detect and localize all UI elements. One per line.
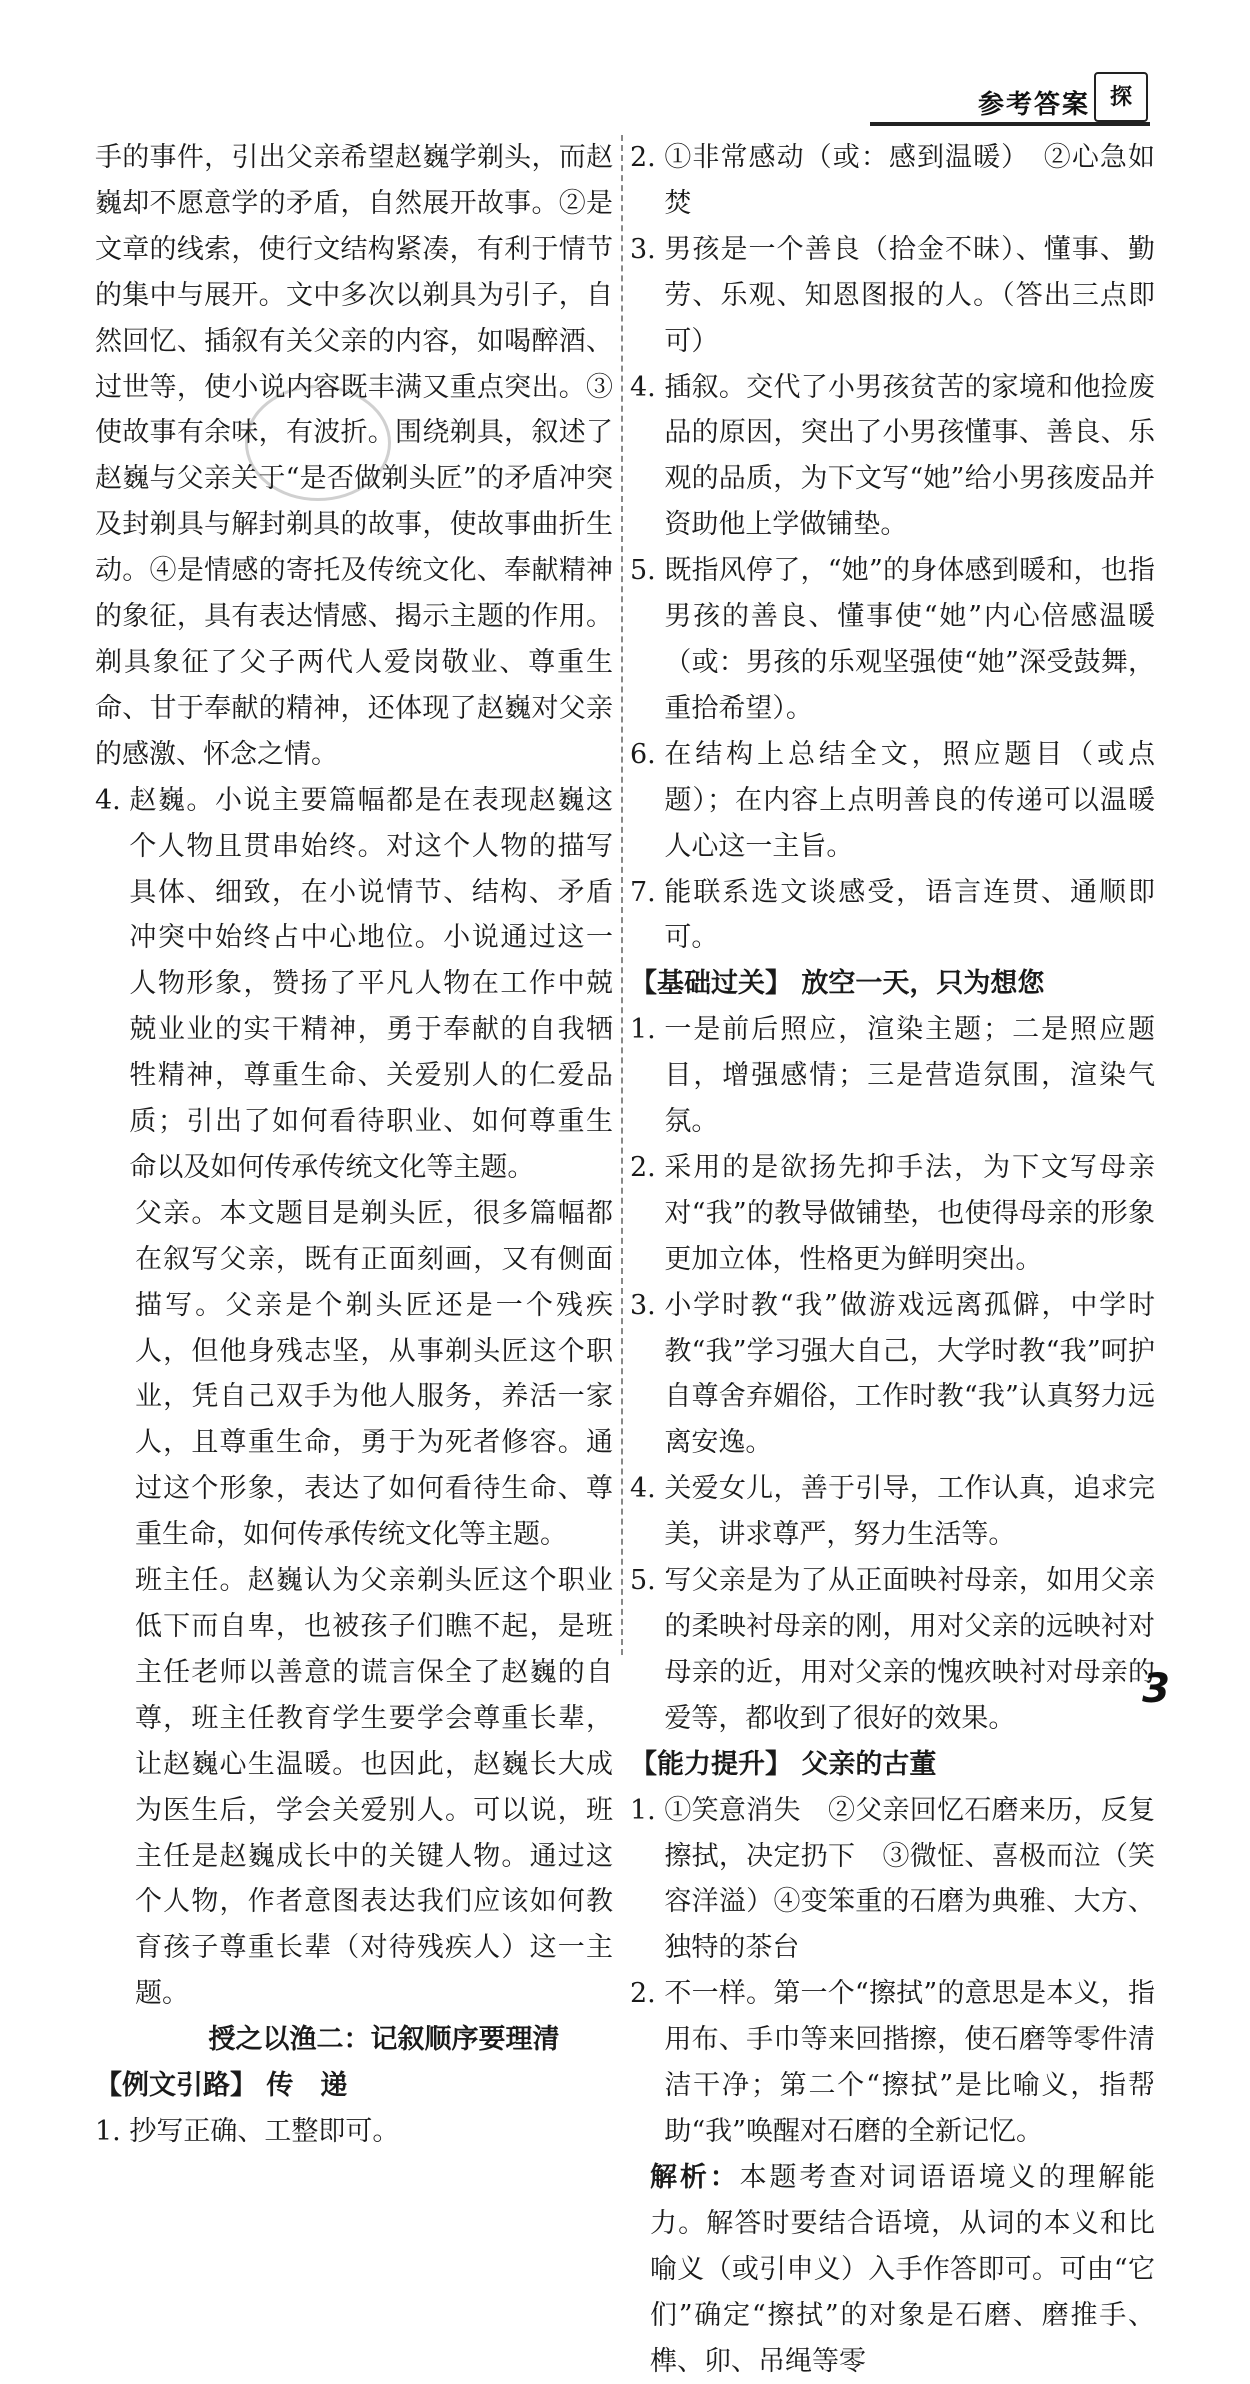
analysis-text: 本题考查对词语语境义的理解能力。解答时要结合语境，从词的本义和比喻义（或引申义）入手作答即可。可由“它们”确定“擦拭”的对象是石磨、磨推手、榫、卯、吊绳等零 xyxy=(650,2161,1155,2377)
right-column xyxy=(630,135,1155,2384)
item-text: ①笑意消失 ②父亲回忆石磨来历，反复擦拭，决定扔下 ③微怔、喜极而泣（笑容洋溢）④变笨重的石磨为典雅、大方、独特的茶台 xyxy=(664,1794,1155,1964)
item-text: 不一样。第一个“擦拭”的意思是本义，指用布、手巾等来回揩擦，使石磨等零件清洁干净；第二个“擦拭”是比喻义，指帮助“我”唤醒对石磨的全新记忆。 xyxy=(664,1978,1155,2147)
item-number: 7. xyxy=(630,876,665,908)
answer-item xyxy=(630,548,1155,732)
analysis-paragraph xyxy=(630,2155,1155,2384)
section-example-heading: 【例文引路】 传 递 xyxy=(95,2070,348,2102)
item-number: 4. xyxy=(630,371,665,403)
answer-item xyxy=(630,870,1155,962)
item-number: 3. xyxy=(630,1289,665,1321)
answer-item xyxy=(630,1466,1155,1558)
item-number: 1. xyxy=(630,1794,665,1826)
item-number: 1. xyxy=(630,1014,665,1046)
section-ability-heading: 【能力提升】 父亲的古董 xyxy=(630,1748,937,1780)
header-title: 参考答案 xyxy=(977,90,1090,120)
answer-item xyxy=(630,1558,1155,1742)
answer-item xyxy=(630,1145,1155,1283)
item-text: 男孩是一个善良（拾金不昧）、懂事、勤劳、乐观、知恩图报的人。（答出三点即可） xyxy=(664,233,1155,357)
item-text: 既指风停了，“她”的身体感到暖和，也指男孩的善良、懂事使“她”内心倍感温暖（或：男孩的乐观坚强使“她”深受鼓舞，重拾希望）。 xyxy=(664,555,1155,724)
item-text: ①非常感动（或：感到温暖） ②心急如焚 xyxy=(664,142,1155,219)
item-text: 写父亲是为了从正面映衬母亲，如用父亲的柔映衬母亲的刚，用对父亲的远映衬对母亲的近，用对父亲的愧疚映衬对母亲的爱等，都收到了很好的效果。 xyxy=(664,1565,1155,1734)
answer-item xyxy=(630,1971,1155,2155)
answer-item xyxy=(630,1007,1155,1145)
item-text: 插叙。交代了小男孩贫苦的家境和他捡废品的原因，突出了小男孩懂事、善良、乐观的品质，为下文写“她”给小男孩废品并资助他上学做铺垫。 xyxy=(664,371,1155,541)
item-number: 2. xyxy=(630,1978,665,2010)
father-paragraph: 父亲。本文题目是剃头匠，很多篇幅都在叙写父亲，既有正面刻画，又有侧面描写。父亲是个剃头匠还是一个残疾人，但他身残志坚，从事剃头匠这个职业，凭自己双手为他人服务，养活一家人，且尊重生命，勇于为死者修容。通过这个形象，表达了如何看待生命、尊重生命，如何传承传统文化等主题。 xyxy=(135,1197,613,1551)
analysis-label: 解析： xyxy=(650,2161,740,2193)
item-text: 抄写正确、工整即可。 xyxy=(129,2115,400,2147)
item-number: 5. xyxy=(630,555,665,587)
answer-item xyxy=(630,135,1155,227)
answer-list-b xyxy=(630,1007,1155,1742)
item-number: 4. xyxy=(630,1473,665,1505)
left-intro-paragraph: 手的事件，引出父亲希望赵巍学剃头，而赵巍却不愿意学的矛盾，自然展开故事。②是文章的线索，使行文结构紧凑，有利于情节的集中与展开。文中多次以剃具为引子，自然回忆、插叙有关父亲的内容，如喝醉酒、过世等，使小说内容既丰满又重点突出。③使故事有余味，有波折。围绕剃具，叙述了赵巍与父亲关于“是否做剃头匠”的矛盾冲突及封剃具与解封剃具的故事，使故事曲折生动。④是情感的寄托及传统文化、奉献精神的象征，具有表达情感、揭示主题的作用。剃具象征了父子两代人爱岗敬业、尊重生命、甘于奉献的精神，还体现了赵巍对父亲的感激、怀念之情。 xyxy=(95,142,613,770)
item-text: 赵巍。小说主要篇幅都是在表现赵巍这个人物且贯串始终。对这个人物的描写具体、细致，在小说情节、结构、矛盾冲突中始终占中心地位。小说通过这一人物形象，赞扬了平凡人物在工作中兢兢业业的实干精神，勇于奉献的自我牺牲精神，尊重生命、关爱别人的仁爱品质；引出了如何看待职业、如何尊重生命以及如何传承传统文化等主题。 xyxy=(129,784,613,1183)
example-item-1 xyxy=(95,2109,613,2155)
left-item-4 xyxy=(95,778,613,1191)
column-divider xyxy=(621,135,623,1655)
page-header xyxy=(870,72,1150,126)
item-text: 小学时教“我”做游戏远离孤僻，中学时教“我”学习强大自己，大学时教“我”呵护自尊舍弃媚俗，工作时教“我”认真努力远离安逸。 xyxy=(664,1289,1155,1459)
section-basic-heading: 【基础过关】 放空一天，只为想您 xyxy=(630,968,1045,1000)
answer-item xyxy=(630,1283,1155,1467)
answer-item xyxy=(630,732,1155,870)
item-number: 5. xyxy=(630,1565,665,1597)
item-text: 在结构上总结全文，照应题目（或点题）；在内容上点明善良的传递可以温暖人心这一主旨。 xyxy=(664,738,1155,862)
answer-item xyxy=(630,1788,1155,1972)
item-text: 一是前后照应，渲染主题；二是照应题目，增强感情；三是营造氛围，渲染气氛。 xyxy=(664,1014,1155,1138)
answer-item xyxy=(630,227,1155,365)
item-number: 6. xyxy=(630,738,665,770)
item-number: 3. xyxy=(630,233,665,265)
answer-item xyxy=(630,365,1155,549)
brand-logo-icon: 探 xyxy=(1094,72,1148,122)
item-text: 采用的是欲扬先抑手法，为下文写母亲对“我”的教导做铺垫，也使得母亲的形象更加立体，性格更为鲜明突出。 xyxy=(664,1151,1155,1275)
answer-list-c xyxy=(630,1788,1155,2155)
item-number: 2. xyxy=(630,142,665,173)
item-text: 能联系选文谈感受，语言连贯、通顺即可。 xyxy=(664,876,1155,954)
item-number: 2. xyxy=(630,1151,665,1183)
answer-list-a xyxy=(630,135,1155,961)
subsection-title: 授之以渔二：记叙顺序要理清 xyxy=(208,2024,560,2056)
teacher-paragraph: 班主任。赵巍认为父亲剃头匠这个职业低下而自卑，也被孩子们瞧不起，是班主任老师以善意的谎言保全了赵巍的自尊，班主任教育学生要学会尊重长辈，让赵巍心生温暖。也因此，赵巍长大成为医生后，学会关爱别人。可以说，班主任是赵巍成长中的关键人物。通过这个人物，作者意图表达我们应该如何教育孩子尊重长辈（对待残疾人）这一主题。 xyxy=(135,1565,613,2010)
left-column xyxy=(95,135,613,2155)
item-number: 1. xyxy=(95,2115,130,2147)
item-number: 4. xyxy=(95,784,130,816)
page-number: 3 xyxy=(1142,1666,1170,1712)
item-text: 关爱女儿，善于引导，工作认真，追求完美，讲求尊严，努力生活等。 xyxy=(664,1473,1155,1551)
